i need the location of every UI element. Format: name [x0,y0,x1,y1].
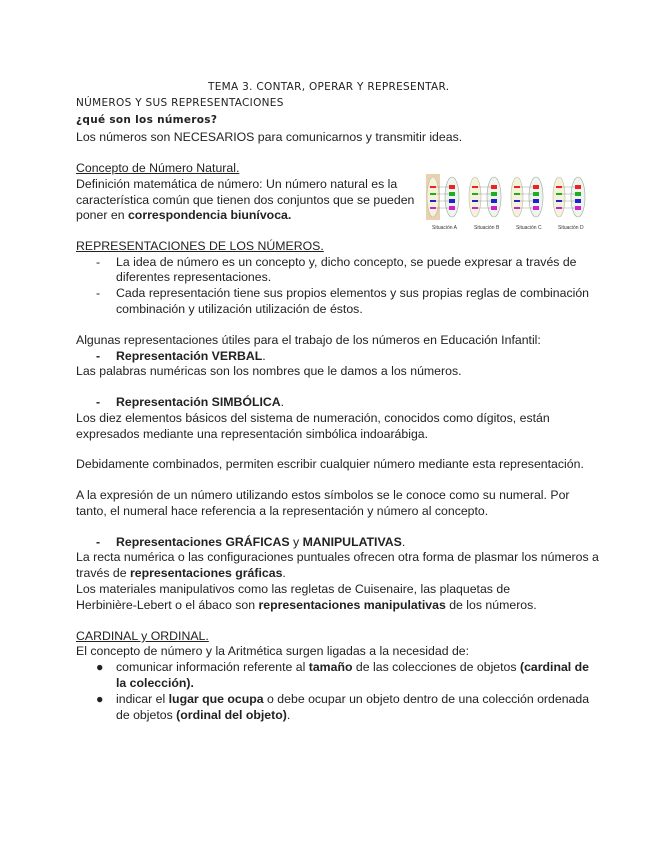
set-ellipse [511,177,523,217]
graficas-text [76,598,537,613]
document-page: TEMA 3. CONTAR, OPERAR Y REPRESENTAR. NÚMEROS Y SUS REPRESENTACIONES ¿qué son los números? Los números son NECESARIOS para comunicarnos y transmitir ideas. Concepto de Número Natural. Definición matemática de número: Un número natural es la característica común que tienen dos conjuntos que se pueden poner en correspondencia biunívoca. Situación A Situación B Situación C Situación D REPRESENTACIONES DE LOS NÚMEROS. - La idea de número es un concepto y, dicho concepto, se puede expresar a través de diferentes representaciones. - Cada representación tiene sus propios elementos y sus propias reglas de combinación combinación y utilización utilización de éstos. Algunas representaciones útiles para el trabajo de los números en Educación Infantil: - Representación VERBAL. Las palabras numéricas son los nombres que le damos a los números. - Representación SIMBÓLICA. Los diez elementos básicos del sistema de numeración, conocidos como dígitos, están expresados mediante una representación simbólica indoarábiga. Debidamente combinados, permiten escribir cualquier número mediante esta representación. A la expresión de un número utilizando estos símbolos se le conoce como su numeral. Por tanto, el numeral hace referencia a la representación y número al concepto. - Representaciones GRÁFICAS y MANIPULATIVAS. La recta numérica o las configuraciones puntuales ofrecen otra forma de plasmar los números a través de representaciones gráficas. Los materiales manipulativos como las regletas de Cuisenaire, las plaquetas de Herbinière-Lebert o el ábaco son representaciones manipulativas de los números. CARDINAL y ORDINAL. El concepto de número y la Aritmética surgen ligadas a la necesidad de: ● comunicar información referente al tamaño de las colecciones de objetos (cardinal de la colección). ● indicar el lugar que ocupa o debe ocupar un objeto dentro de una colección ordenada de objetos (ordinal del objeto). [0,0,655,848]
element-mark [514,193,520,195]
set-ellipse [529,177,543,217]
simbolica-text: Debidamente combinados, permiten escribir cualquier número mediante esta representación. [76,457,584,471]
element-mark [449,185,455,189]
bullet-text: combinación y utilización utilización de éstos. [116,302,363,316]
bullet-text [116,708,290,723]
bullet-dash: - [96,349,101,363]
element-mark [533,199,539,203]
intro-text: Los números son NECESARIOS para comunicarnos y transmitir ideas. [76,130,463,144]
element-mark [556,200,562,202]
simbolica-text: expresados mediante una representación simbólica indoarábiga. [76,427,429,441]
element-mark [430,193,436,195]
element-mark [575,199,581,203]
text: poner en [76,208,128,222]
bullet-dash: - [96,395,101,409]
element-mark [491,192,497,196]
bullet-text: La idea de número es un concepto y, dicho concepto, se puede expresar a través de [116,255,577,269]
verbal-title: Representación VERBAL [116,349,263,363]
figure-caption: Situación B [474,225,500,231]
bullet-dash: - [96,286,101,300]
useful-text: Algunas representaciones útiles para el trabajo de los números en Educación Infantil: [76,333,541,347]
set-ellipse [427,177,439,217]
element-mark [491,206,497,210]
simbolica-title: Representación SIMBÓLICA [116,395,281,409]
simbolica-text: A la expresión de un número utilizando estos símbolos se le conoce como su numeral. Por [76,488,570,502]
bold-text: tamaño [308,660,353,674]
bold-text: (cardinal de [519,660,589,674]
text: través de [76,566,130,580]
bold-text: la colección). [116,676,194,690]
cardinal-heading: CARDINAL y ORDINAL. [76,629,209,643]
element-mark [430,207,436,209]
text: Herbinière-Lebert o el ábaco son [76,598,259,612]
element-mark [533,192,539,196]
simbolica-text: Los diez elementos básicos del sistema de numeración, conocidos como dígitos, están [76,411,550,425]
element-mark [472,186,478,188]
question-heading: ¿qué son los números? [76,114,218,126]
bullet-dot: ● [96,692,104,706]
element-mark [556,186,562,188]
text: y [289,535,303,549]
figure-caption: Situación D [558,225,584,231]
element-mark [575,206,581,210]
bullet-dot: ● [96,660,104,674]
element-mark [556,207,562,209]
text: de las colecciones de objetos [352,660,520,674]
graficas-title: Representaciones GRÁFICAS y MANIPULATIVAS. [116,535,406,549]
bullet-text: diferentes representaciones. [116,270,272,284]
bold-text: MANIPULATIVAS [302,535,402,549]
element-mark [449,199,455,203]
concept-heading: Concepto de Número Natural. [76,161,240,175]
concept-text: característica común que tienen dos conjuntos que se pueden [76,193,415,207]
text: comunicar información referente al [116,660,309,674]
simbolica-text: tanto, el numeral hace referencia a la representación y número al concepto. [76,504,489,518]
reps-heading: REPRESENTACIONES DE LOS NÚMEROS. [76,239,324,253]
bold-text: lugar que ocupa [168,692,264,706]
bold-text: Representaciones GRÁFICAS [116,535,290,549]
text: o debe ocupar un objeto dentro de una colección ordenada [263,692,590,706]
text: de los números. [445,598,537,612]
bold-text: (ordinal del objeto) [176,708,287,722]
doc-title: TEMA 3. CONTAR, OPERAR Y REPRESENTAR. [208,81,450,93]
element-mark [449,192,455,196]
graficas-text: La recta numérica o las configuraciones puntuales ofrecen otra forma de plasmar los números a [76,550,599,564]
set-ellipse [487,177,501,217]
element-mark [514,186,520,188]
section-heading: NÚMEROS Y SUS REPRESENTACIONES [76,97,284,109]
set-ellipse [571,177,585,217]
text: . [286,708,291,722]
bold-text: correspondencia biunívoca. [127,208,292,222]
text: indicar el [116,692,169,706]
bold-text: representaciones manipulativas [258,598,446,612]
bullet-dash: - [96,255,101,269]
correspondence-figure [424,172,592,232]
element-mark [491,199,497,203]
text: de objetos [116,708,177,722]
element-mark [533,185,539,189]
element-mark [514,207,520,209]
set-ellipse [553,177,565,217]
bullet-text [116,692,589,707]
set-ellipse [469,177,481,217]
element-mark [472,200,478,202]
bullet-text [116,660,589,675]
bullet-text: Cada representación tiene sus propios elementos y sus propias reglas de combinación [116,286,590,300]
set-ellipse [445,177,459,217]
figure-caption: Situación C [516,225,542,231]
graficas-text: través de representaciones gráficas. [76,566,286,580]
element-mark [491,185,497,189]
element-mark [472,207,478,209]
graficas-text: Los materiales manipulativos como las regletas de Cuisenaire, las plaquetas de [76,582,511,596]
element-mark [472,193,478,195]
figure-caption: Situación A [432,225,458,231]
bold-text: representaciones gráficas [130,566,283,580]
element-mark [556,193,562,195]
cardinal-intro: El concepto de número y la Aritmética surgen ligadas a la necesidad de: [76,644,470,658]
concept-text: Definición matemática de número: Un número natural es la [76,177,398,191]
element-mark [430,200,436,202]
element-mark [575,185,581,189]
bullet-dash: - [96,535,101,549]
concept-text [76,208,291,223]
verbal-text: Las palabras numéricas son los nombres que le damos a los números. [76,364,462,378]
element-mark [430,186,436,188]
element-mark [533,206,539,210]
element-mark [449,206,455,210]
element-mark [514,200,520,202]
element-mark [575,192,581,196]
